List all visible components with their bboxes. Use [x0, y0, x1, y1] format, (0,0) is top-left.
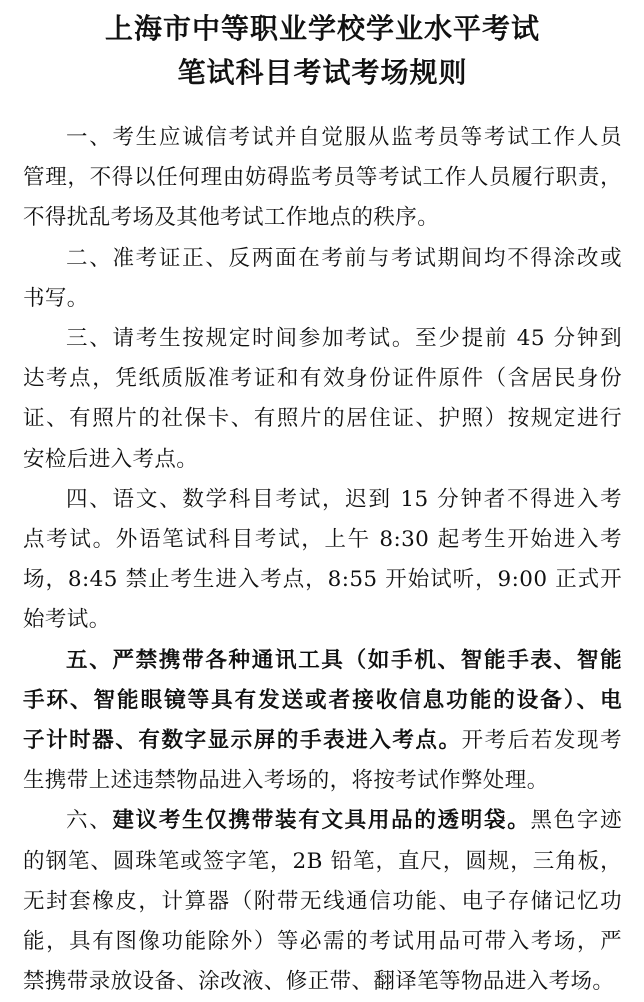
rule-5-line: 生携带上述违禁物品进入考场的，将按考试作弊处理。 [23, 768, 549, 794]
rule-4-line: 四、语文、数学科目考试，迟到 15 分钟者不得进入考 [66, 486, 622, 512]
rule-5-normal-text: 开考后若发现考 [461, 728, 622, 754]
rule-5-bold-text: 子计时器、有数字显示屏的手表进入考点。 [23, 728, 462, 754]
rule-2 [23, 239, 622, 319]
rule-5-line [23, 641, 622, 681]
rule-1 [23, 118, 622, 239]
rule-5-line [23, 721, 622, 761]
rule-5 [23, 641, 622, 802]
rule-3 [23, 319, 622, 480]
rule-6-line: 无封套橡皮，计算器（附带无线通信功能、电子存储记忆功 [23, 888, 622, 914]
rule-5-line [23, 681, 622, 721]
rule-1-line: 不得扰乱考场及其他考试工作地点的秩序。 [23, 205, 440, 231]
rule-1-line: 管理，不得以任何理由妨碍监考员等考试工作人员履行职责， [23, 165, 622, 191]
rule-2-line: 书写。 [23, 285, 89, 311]
rule-4-line: 点考试。外语笔试科目考试，上午 8:30 起考生开始进入考 [23, 527, 622, 553]
document-title-line2: 笔试科目考试考场规则 [177, 56, 468, 89]
rule-6 [23, 801, 622, 1002]
rule-5-bold-text: 五、严禁携带各种通讯工具（如手机、智能手表、智能 [66, 647, 622, 673]
rule-6-line: 禁携带录放设备、涂改液、修正带、翻译笔等物品进入考场。 [23, 969, 615, 995]
rule-4-line: 始考试。 [23, 607, 111, 633]
rule-6-line: 能，具有图像功能除外）等必需的考试用品可带入考场，严 [23, 929, 622, 955]
rule-6-bold-text: 建议考生仅携带装有文具用品的透明袋。 [112, 808, 531, 834]
rule-3-line: 三、请考生按规定时间参加考试。至少提前 45 分钟到 [66, 326, 622, 352]
rule-3-line: 安检后进入考点。 [23, 446, 199, 472]
document-title-line1: 上海市中等职业学校学业水平考试 [104, 12, 540, 45]
rule-6-prefix: 六、 [66, 808, 113, 834]
rule-6-line [23, 801, 622, 841]
rule-5-bold-text: 手环、智能眼镜等具有发送或者接收信息功能的设备）、电 [23, 687, 622, 713]
rule-4 [23, 480, 622, 641]
rule-6-line: 的钢笔、圆珠笔或签字笔，2B 铅笔，直尺，圆规，三角板， [23, 848, 622, 874]
rule-4-line: 场，8:45 禁止考生进入考点，8:55 开始试听，9:00 正式开 [23, 567, 622, 593]
rule-2-line: 二、准考证正、反两面在考前与考试期间均不得涂改或 [66, 245, 622, 271]
rule-3-line: 达考点，凭纸质版准考证和有效身份证件原件（含居民身份 [23, 366, 622, 392]
rule-1-line: 一、考生应诚信考试并自觉服从监考员等考试工作人员 [66, 125, 622, 150]
rule-3-line: 证、有照片的社保卡、有照片的居住证、护照）按规定进行 [23, 406, 622, 432]
rule-6-normal-text: 黑色字迹 [530, 808, 622, 834]
